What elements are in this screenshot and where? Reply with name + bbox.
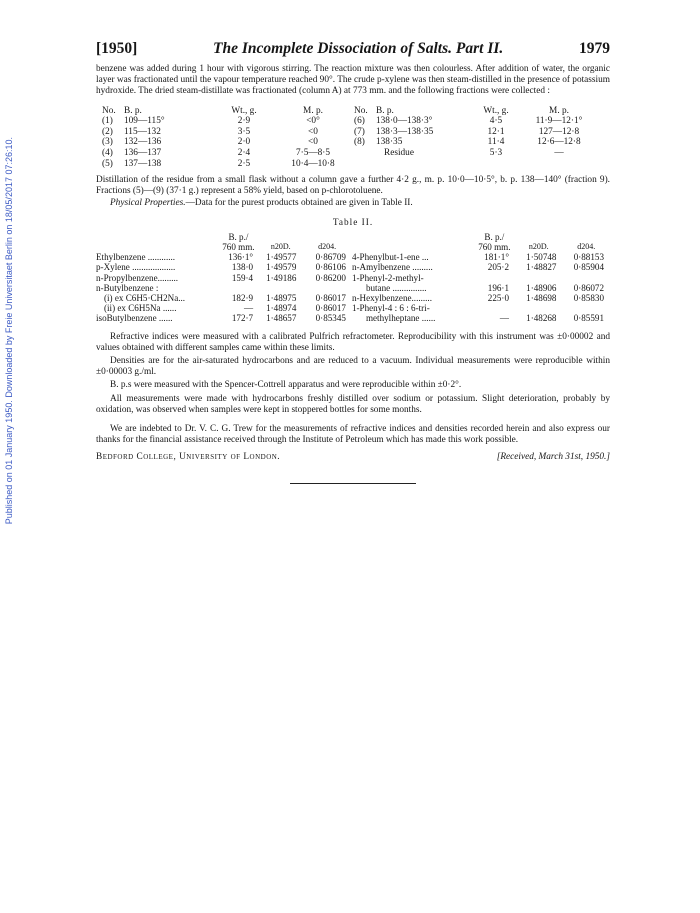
table2-header-row-1 xyxy=(96,232,610,242)
acknowledgement-paragraph: We are indebted to Dr. V. C. G. Trew for the measurements of refractive indices and densities recorded herein and also express our thanks for the financial assistance received through the Institute of Petroleum which has made this work possible. xyxy=(96,424,610,446)
fraction-wt: 12·1 xyxy=(487,126,505,137)
compound-n: 1·48975 xyxy=(266,293,297,303)
intro-paragraph: benzene was added during 1 hour with vigorous stirring. The reaction mixture was then colourless. After addition of water, the organic layer was fractionated until the vapour temperature reached 90°. The crude p-xylene was then steam-distilled in the presence of potassium hydroxide. The dried steam-distillate was fractionated (column A) at 773 mm. and the following fractions were collected : xyxy=(96,64,610,97)
col-mp: M. p. xyxy=(303,105,323,116)
col-density: d204. xyxy=(318,241,337,251)
table-row xyxy=(96,252,610,262)
col-bp: B. p. xyxy=(124,105,142,116)
fraction-row xyxy=(102,137,594,148)
fraction-no xyxy=(354,148,376,159)
compound-d xyxy=(302,283,352,293)
fractions-table xyxy=(102,106,610,170)
col-refractive-index: n20D. xyxy=(528,241,549,251)
page-footer xyxy=(96,452,610,462)
fraction-mp: <0 xyxy=(308,126,318,137)
fraction-wt: 2·4 xyxy=(237,147,251,158)
compound-name: 1-Phenyl-4 : 6 : 6-tri- xyxy=(351,303,430,314)
compound-n: 1·48974 xyxy=(266,303,297,314)
compound-name: 4-Phenylbut-1-ene ... xyxy=(351,252,429,263)
compound-name: n-Hexylbenzene......... xyxy=(351,293,432,303)
physical-properties-text: —Data for the purest products obtained are given in Table II. xyxy=(185,197,413,208)
col-refractive-index: n20D. xyxy=(270,241,291,251)
page-header xyxy=(96,40,610,58)
compound-bp: 172·7 xyxy=(231,313,254,324)
compound-name: (ii) ex C6H5Na ...... xyxy=(104,303,177,314)
fraction-bp: 138·35 xyxy=(376,137,403,148)
fraction-row xyxy=(102,116,594,127)
fraction-wt: 3·5 xyxy=(237,126,251,137)
physical-properties-heading: Physical Properties. xyxy=(110,197,186,208)
fraction-mp: <0° xyxy=(306,116,320,127)
table-row xyxy=(96,262,610,272)
fraction-mp: <0 xyxy=(308,137,318,148)
fraction-bp: 138·0—138·3° xyxy=(376,116,433,127)
header-page-number: 1979 xyxy=(578,40,610,57)
table-row xyxy=(96,313,610,323)
fraction-wt: 2·5 xyxy=(237,158,251,169)
compound-name: n-Propylbenzene......... xyxy=(96,272,179,283)
compound-bp: 136·1° xyxy=(228,252,254,263)
fraction-wt: 11·4 xyxy=(487,137,505,148)
compound-name: Ethylbenzene ............ xyxy=(96,252,176,263)
col-bp-header: B. p./ xyxy=(228,231,249,242)
fraction-no: (5) xyxy=(102,158,113,169)
fraction-bp: 132—136 xyxy=(124,137,162,148)
fraction-wt: 2·9 xyxy=(237,116,251,127)
fraction-bp: 115—132 xyxy=(124,126,161,137)
fraction-row xyxy=(102,159,594,170)
compound-n: 1·50748 xyxy=(526,252,557,263)
measurements-paragraph: All measurements were made with hydrocarbons freshly distilled over sodium or potassium. Slight deterioration, probably by oxidation, was observed when samples were kept in stoppered bottles for some months. xyxy=(96,393,610,415)
fraction-bp: 136—137 xyxy=(124,147,162,158)
fraction-mp: — xyxy=(554,147,564,158)
download-watermark xyxy=(2,96,16,566)
compound-bp: 138·0 xyxy=(231,262,254,273)
compound-d: 0·85591 xyxy=(573,313,604,324)
fraction-bp: 137—138 xyxy=(124,158,162,169)
table-row xyxy=(96,303,610,313)
col-bp-unit: 760 mm. xyxy=(222,241,255,252)
table2-caption: Table II. xyxy=(332,217,374,228)
table2 xyxy=(96,232,610,324)
compound-d: 0·86017 xyxy=(315,293,346,303)
physical-properties-paragraph xyxy=(96,198,610,209)
fraction-bp: Residue xyxy=(384,147,414,158)
fraction-mp: 7·5—8·5 xyxy=(295,147,331,158)
compound-n xyxy=(515,273,562,283)
download-note: Published on 01 January 1950. Downloaded by Freie Universitaet Berlin on 18/05/2017 07:26:10. xyxy=(4,137,14,525)
compound-name: n-Amylbenzene ......... xyxy=(351,262,433,273)
compound-d: 0·85904 xyxy=(573,262,604,273)
compound-n: 1·48827 xyxy=(526,262,557,273)
table-row xyxy=(96,273,610,283)
fraction-no: (6) xyxy=(354,116,365,127)
fraction-no: (1) xyxy=(102,116,113,127)
compound-bp: — xyxy=(499,313,509,324)
compound-n: 1·49579 xyxy=(266,262,297,273)
fraction-bp: 109—115° xyxy=(124,116,165,127)
compound-name: (i) ex C6H5·CH2Na... xyxy=(104,293,186,303)
compound-name: 1-Phenyl-2-methyl- xyxy=(351,272,424,283)
table-row xyxy=(96,283,610,293)
compound-d xyxy=(562,273,610,283)
fraction-bp: 138·3—138·35 xyxy=(376,126,434,137)
compound-bp xyxy=(474,303,515,313)
institution: Bedford College, University of London. xyxy=(96,452,281,463)
compound-bp: — xyxy=(243,303,254,314)
compound-name: isoButylbenzene ...... xyxy=(96,313,173,324)
compound-n: 1·48698 xyxy=(526,293,557,303)
compound-name: butane ............... xyxy=(365,282,427,293)
compound-d: 0·88153 xyxy=(573,252,604,263)
compound-n: 1·48657 xyxy=(266,313,297,324)
col-bp-header: B. p./ xyxy=(484,231,505,242)
densities-paragraph: Densities are for the air-saturated hydrocarbons and are reduced to a vacuum. Individual measurements were reproducible within ±0·00003 g./ml. xyxy=(96,356,610,378)
journal-page xyxy=(96,40,610,484)
fraction-no: (4) xyxy=(102,147,113,158)
fraction-no: (3) xyxy=(102,137,113,148)
fraction-wt: 5·3 xyxy=(489,147,503,158)
col-no: No. xyxy=(354,105,368,116)
col-mp: M. p. xyxy=(549,105,569,116)
fraction-wt: 4·5 xyxy=(489,116,503,127)
fraction-mp: 10·4—10·8 xyxy=(291,158,335,169)
fraction-mp: 12·6—12·8 xyxy=(537,137,581,148)
compound-d: 0·86709 xyxy=(315,252,346,263)
compound-d: 0·86017 xyxy=(315,303,346,314)
end-rule xyxy=(290,483,416,484)
compound-n xyxy=(259,283,302,293)
col-wt: Wt., g. xyxy=(231,105,257,116)
fraction-row xyxy=(102,148,594,159)
compound-n: 1·49577 xyxy=(266,252,297,263)
col-no: No. xyxy=(102,105,116,116)
distillation-paragraph: Distillation of the residue from a small flask without a column gave a further 4·2 g., m. p. 10·0—10·5°, b. p. 138—140° (fraction 9). Fractions (5)—(9) (37·1 g.) represent a 58% yield, based on p-chlorotoluene. xyxy=(96,175,610,197)
compound-d: 0·86106 xyxy=(315,262,346,273)
fraction-no: (7) xyxy=(354,126,365,137)
compound-bp: 196·1 xyxy=(487,282,509,293)
compound-bp: 182·9 xyxy=(231,293,254,303)
compound-d xyxy=(562,303,610,313)
refractive-indices-paragraph: Refractive indices were measured with a calibrated Pulfrich refractometer. Reproducibility with this instrument was ±0·00002 and values obtained with different samples came within these limits. xyxy=(96,331,610,353)
compound-d: 0·85830 xyxy=(573,293,604,303)
fraction-mp: 11·9—12·1° xyxy=(535,116,583,127)
fraction-no: (8) xyxy=(354,137,365,148)
compound-name: n-Butylbenzene : xyxy=(96,282,159,293)
table2-header-row-2 xyxy=(96,242,610,252)
fraction-no: (2) xyxy=(102,126,113,137)
compound-bp xyxy=(218,283,259,293)
compound-n xyxy=(515,303,562,313)
compound-d: 0·86072 xyxy=(573,282,604,293)
compound-n: 1·48906 xyxy=(526,282,557,293)
col-bp-unit: 760 mm. xyxy=(478,241,511,252)
compound-n: 1·48268 xyxy=(526,313,557,324)
compound-bp xyxy=(474,273,515,283)
col-bp: B. p. xyxy=(376,105,394,116)
compound-d: 0·85345 xyxy=(315,313,346,324)
compound-bp: 205·2 xyxy=(487,262,509,273)
compound-name: p-Xylene ................... xyxy=(96,262,176,273)
fraction-mp: 127—12·8 xyxy=(538,126,580,137)
compound-bp: 181·1° xyxy=(484,252,509,263)
header-title: The Incomplete Dissociation of Salts. Part II. xyxy=(213,40,504,57)
received-date: [Received, March 31st, 1950.] xyxy=(496,452,610,463)
header-year: [1950] xyxy=(96,40,138,57)
compound-n: 1·49186 xyxy=(266,272,297,283)
table-row xyxy=(96,293,610,303)
compound-name: methylheptane ...... xyxy=(365,313,436,324)
compound-d: 0·86200 xyxy=(315,272,346,283)
col-wt: Wt., g. xyxy=(483,105,509,116)
boiling-points-paragraph: B. p.s were measured with the Spencer-Cottrell apparatus and were reproducible within ±0·2°. xyxy=(110,380,462,391)
fraction-row xyxy=(102,127,594,138)
compound-bp: 159·4 xyxy=(231,272,254,283)
compound-bp: 225·0 xyxy=(487,293,509,303)
fraction-wt: 2·0 xyxy=(237,137,251,148)
fractions-header-row xyxy=(102,106,594,117)
col-density: d204. xyxy=(577,241,596,251)
